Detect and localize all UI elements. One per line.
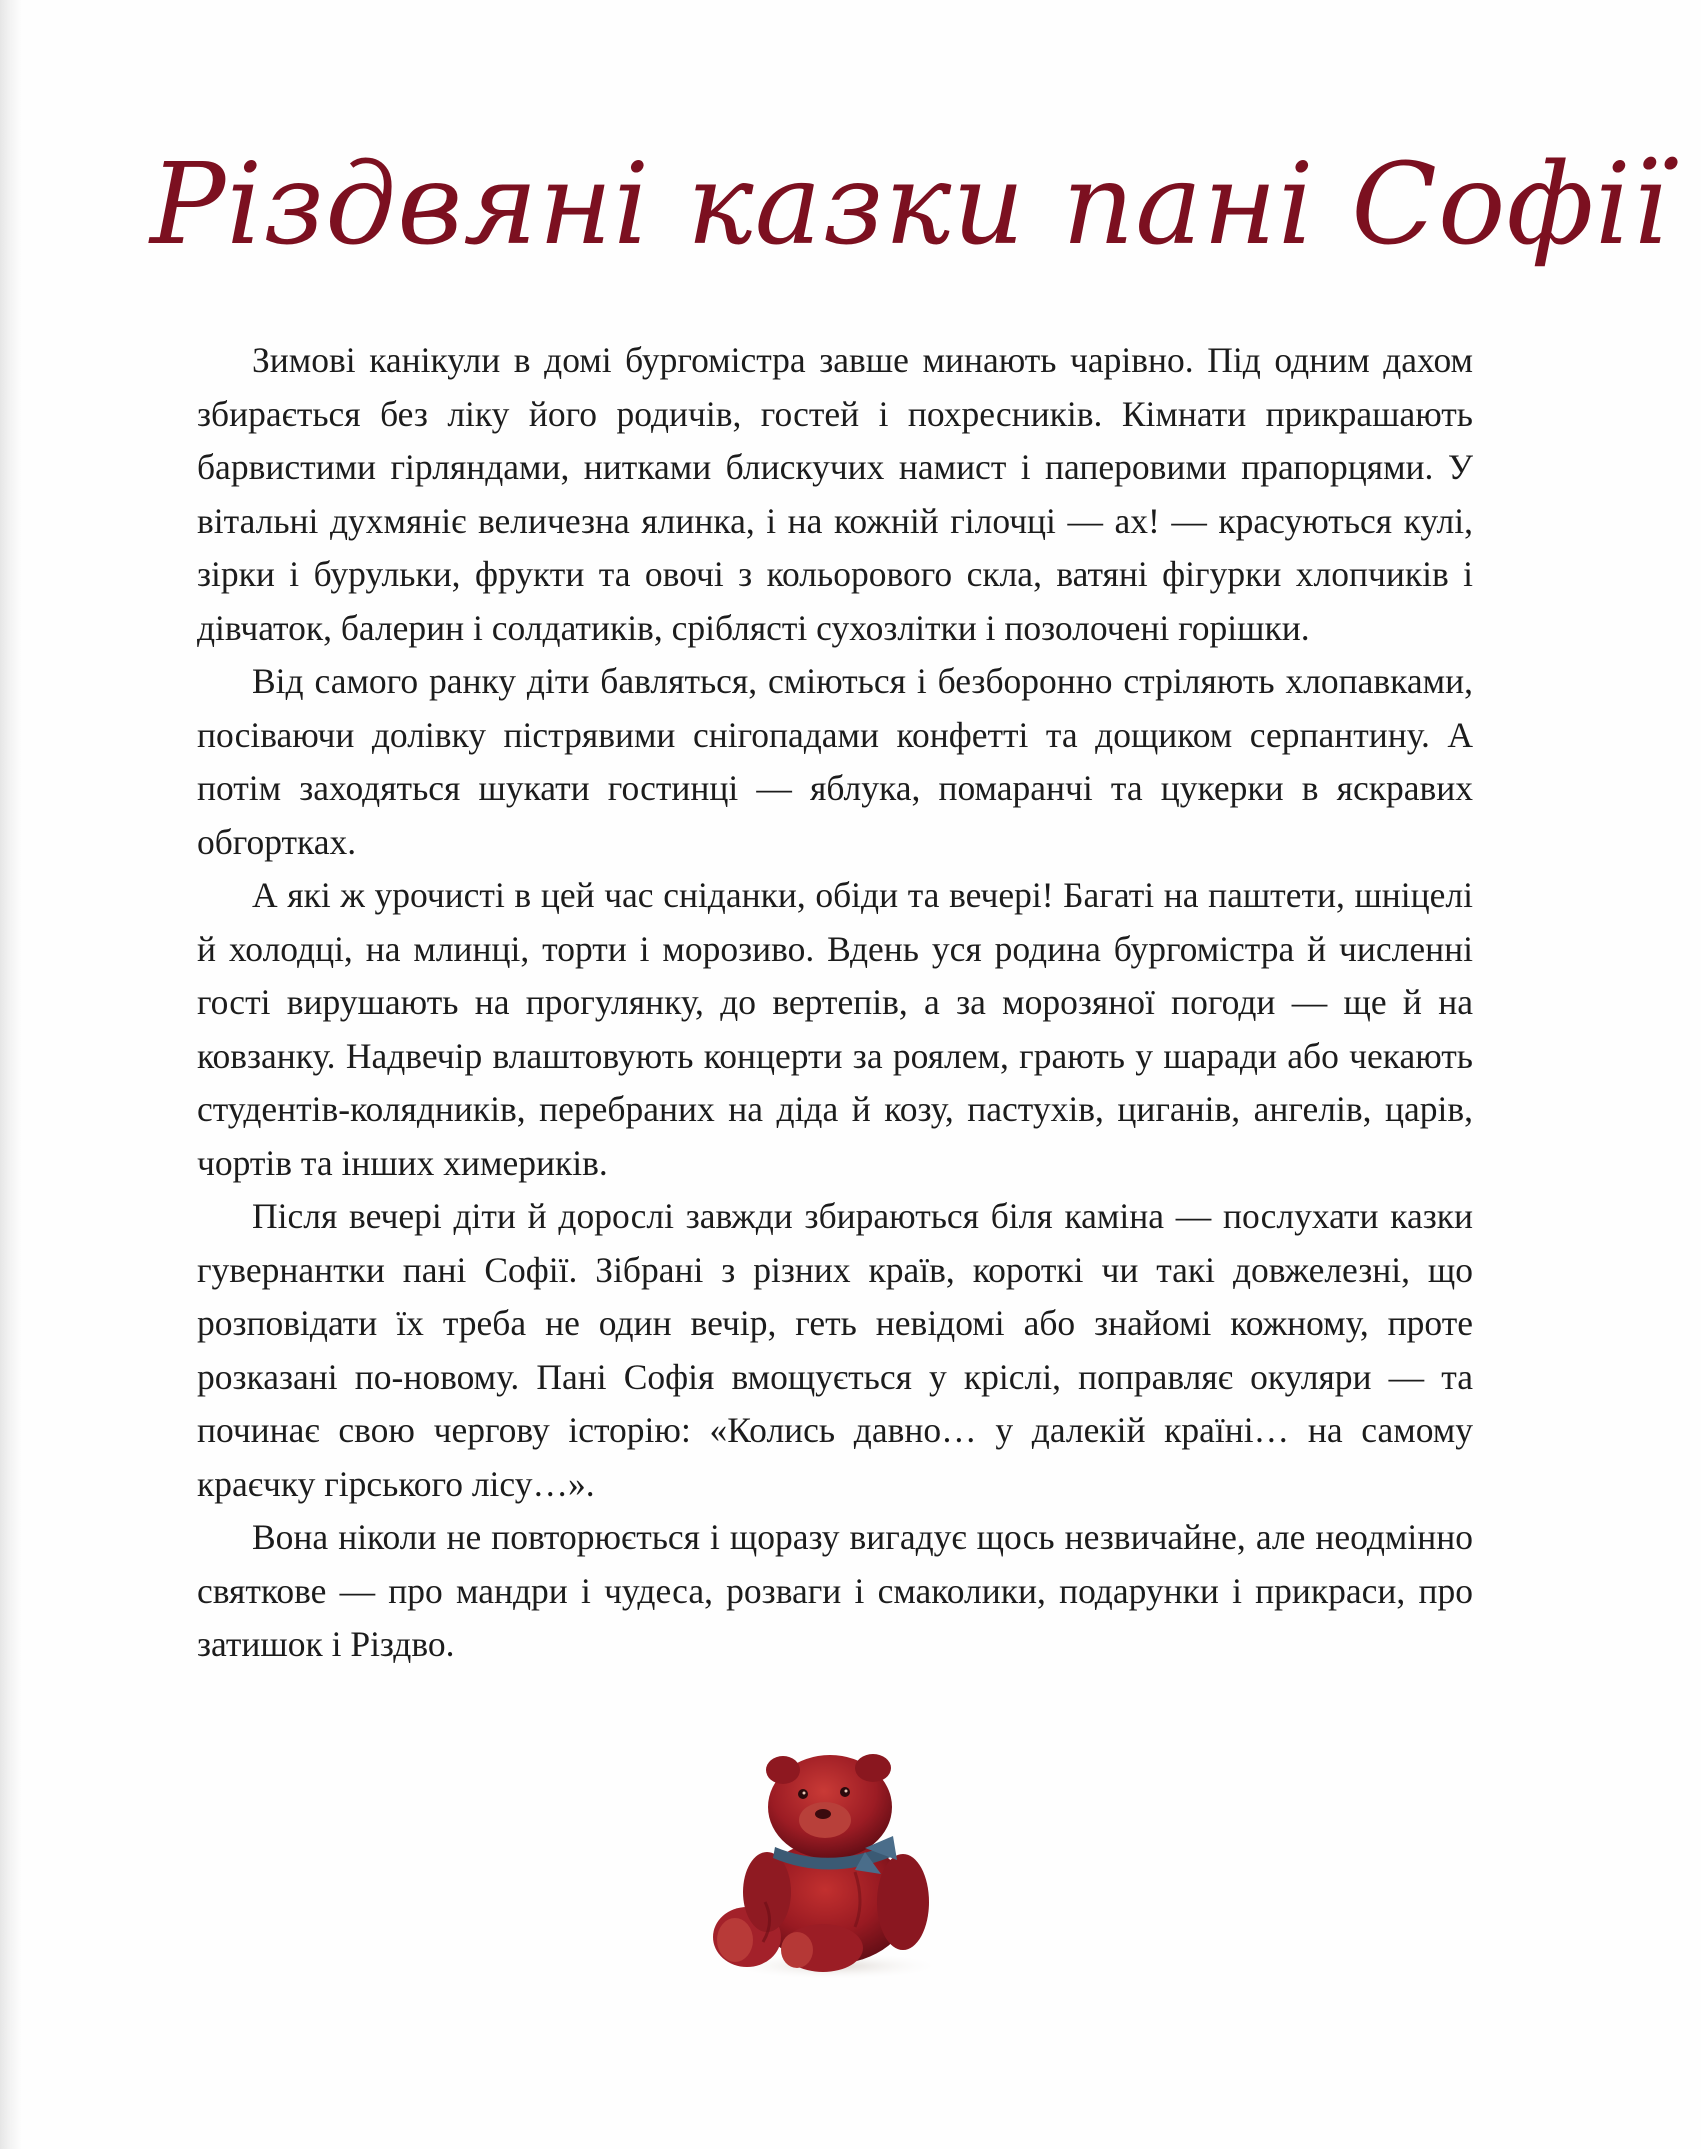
bear-right-foot — [781, 1932, 813, 1968]
teddy-bear-illustration — [705, 1752, 955, 1982]
page-title: Різдвяні казки пані Софії — [150, 140, 1669, 270]
paragraph-1: Зимові канікули в домі бургомістра завше минають чарівно. Під одним дахом збирається без ліку його родичів, гостей і похресників. Кімнати прикрашають барвистими гірляндами, нитками блискучих намист і паперовими прапорцями. У вітальні духмяніє величезна ялинка, і на кожній гілочці — ах! — красуються кулі, зірки і бурульки, фрукти та овочі з кольорового скла, ватяні фігурки хлопчиків і дівчаток, балерин і солдатиків, сріблясті сухозлітки і позолочені горішки. — [197, 340, 1473, 648]
paragraph-2: Від самого ранку діти бавляться, сміються і безборонно стріляють хлопавками, посіваючи долівку пістрявими снігопадами конфетті та дощиком серпантину. А потім заходяться шукати гостинці — яблука, помаранчі та цукерки в яскравих обгортках. — [197, 661, 1473, 862]
bear-left-arm — [743, 1852, 791, 1932]
page-gutter-shadow — [0, 0, 22, 2149]
bear-muzzle — [799, 1802, 851, 1838]
bear-right-ear — [855, 1754, 891, 1782]
story-intro-text — [197, 334, 1473, 1672]
paragraph-4: Після вечері діти й дорослі завжди збираються біля каміна — послухати казки гувернантки пані Софії. Зібрані з різних країв, короткі чи такі довжелезні, що розповідати їх треба не один вечір, геть невідомі або знайомі кожному, проте розказані по-новому. Пані Софія вмощується у кріслі, поправляє окуляри — та починає свою чергову історію: «Колись давно… у далекій країні… на самому краєчку гірського лісу…». — [197, 1196, 1473, 1504]
bear-nose — [815, 1809, 831, 1819]
bear-right-arm — [877, 1854, 929, 1950]
bear-left-foot — [717, 1918, 753, 1962]
paragraph-3: А які ж урочисті в цей час сніданки, обіди та вечері! Багаті на паштети, шніцелі й холодці, на млинці, торти і морозиво. Вдень уся родина бургомістра й численні гості вирушають на прогулянку, до вертепів, а за морозяної погоди — ще й на ковзанку. Надвечір влаштовують концерти за роялем, грають у шаради або чекають студентів-колядників, перебраних на діда й козу, пастухів, циганів, ангелів, царів, чортів та інших химериків. — [197, 875, 1473, 1183]
paragraph-5: Вона ніколи не повторюється і щоразу вигадує щось незвичайне, але неодмінно святкове — про мандри і чудеса, розваги і смаколики, подарунки і прикраси, про затишок і Різдво. — [197, 1517, 1473, 1664]
bear-left-ear — [766, 1756, 800, 1784]
